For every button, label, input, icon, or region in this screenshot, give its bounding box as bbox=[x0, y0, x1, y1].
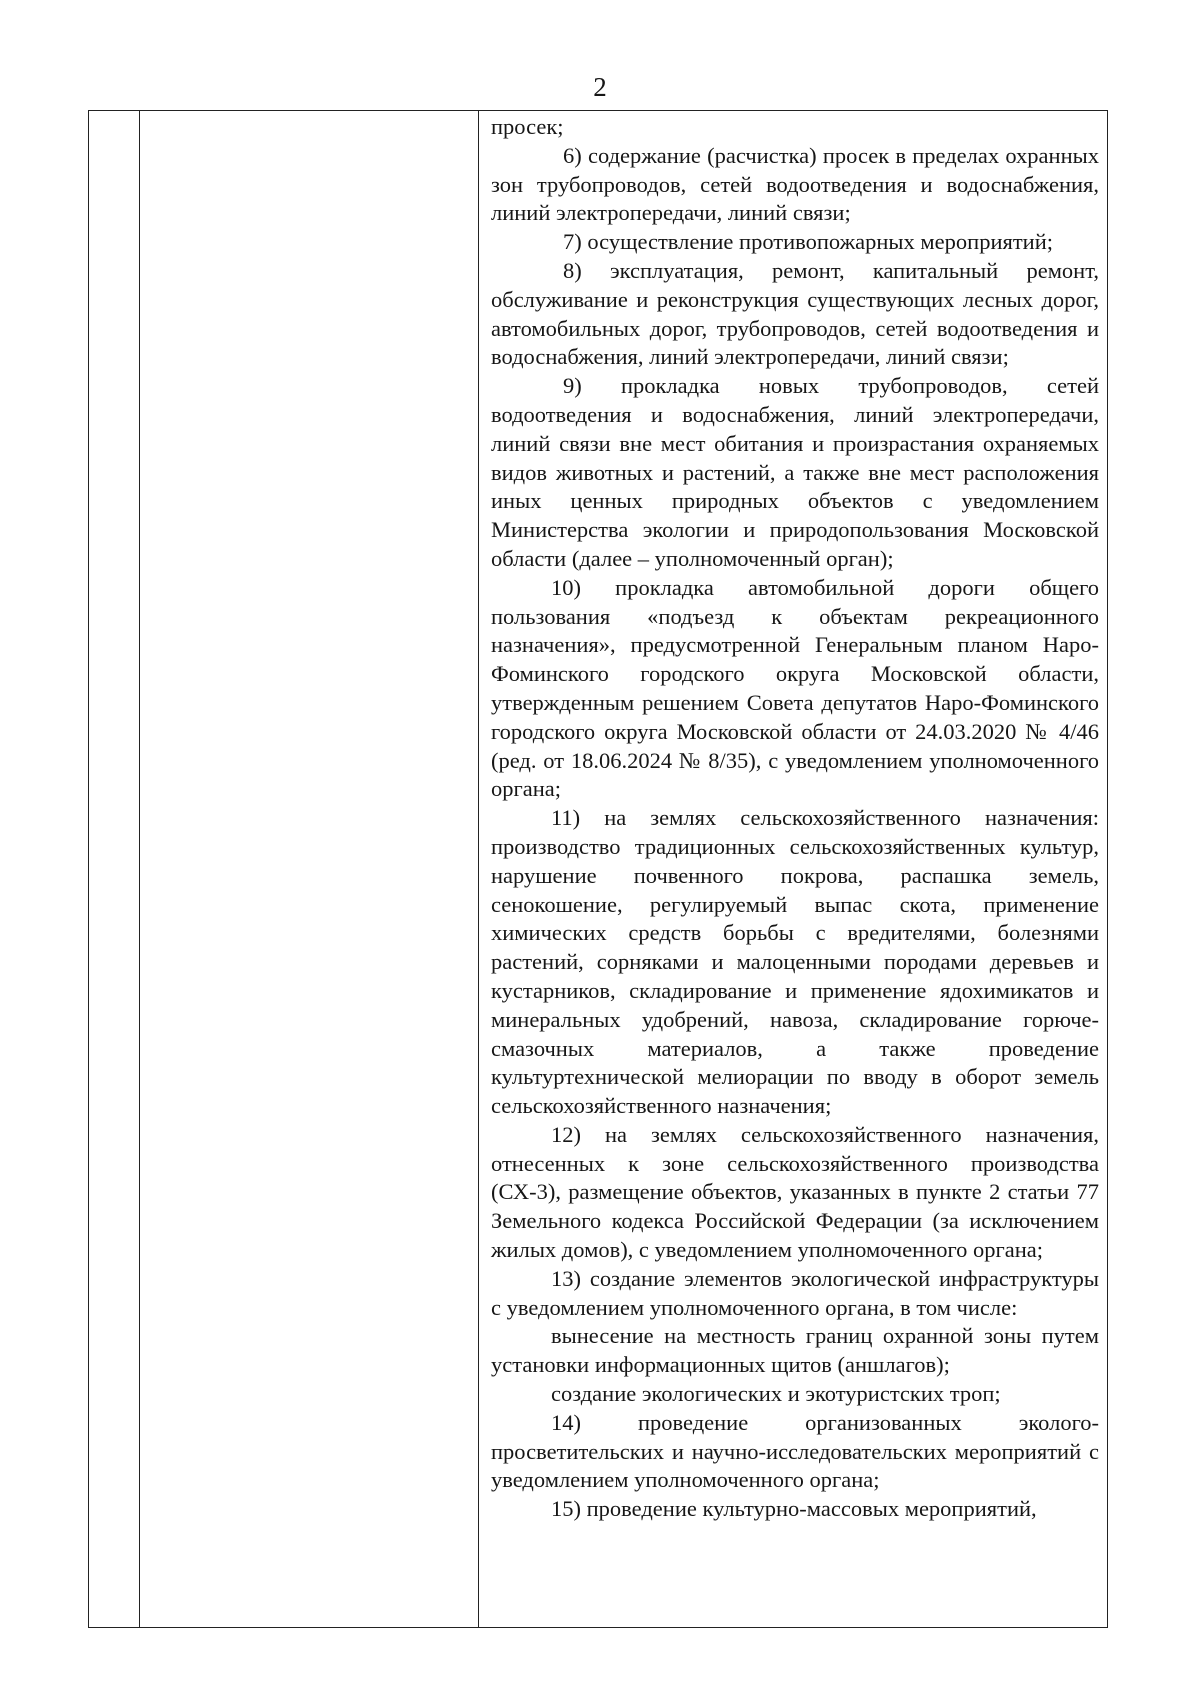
table-row bbox=[89, 111, 1108, 1628]
paragraph: просек; bbox=[491, 114, 564, 139]
paragraph: 10) прокладка автомобильной дороги общего пользования «подъезд к объектам рекреационного назначения», предусмотренной Генеральным планом Наро-Фоминского городского округа Московской области, утвержденным решением Совета депутатов Наро-Фоминского городского округа Московской области от 24.03.2020 № 4/46 (ред. от 18.06.2024 № 8/35), с уведомлением уполномоченного органа; bbox=[491, 574, 1099, 802]
paragraph: создание экологических и экотуристских троп; bbox=[551, 1381, 1001, 1407]
table-cell-text bbox=[479, 111, 1108, 1628]
paragraph: 6) содержание (расчистка) просек в пределах охранных зон трубопроводов, сетей водоотведения и водоснабжения, линий электропередачи, линий связи; bbox=[491, 142, 1099, 226]
paragraph: 12) на землях сельскохозяйственного назначения, отнесенных к зоне сельскохозяйственного производства (СХ-3), размещение объектов, указанных в пункте 2 статьи 77 Земельного кодекса Российской Федерации (за исключением жилых домов), с уведомлением уполномоченного органа; bbox=[491, 1121, 1099, 1263]
paragraph: вынесение на местность границ охранной зоны путем установки информационных щитов (аншлагов); bbox=[491, 1323, 1099, 1378]
paragraph: 14) проведение организованных эколого-просветительских и научно-исследовательских мероприятий с уведомлением уполномоченного органа; bbox=[491, 1409, 1099, 1493]
paragraph: 9) прокладка новых трубопроводов, сетей водоотведения и водоснабжения, линий электропередачи, линий связи вне мест обитания и произрастания охраняемых видов животных и растений, а также вне мест расположения иных ценных природных объектов с уведомлением Министерства экологии и природопользования Московской области (далее – уполномоченный орган); bbox=[491, 373, 1099, 571]
table-cell-number bbox=[89, 111, 140, 1628]
paragraph: 8) эксплуатация, ремонт, капитальный ремонт, обслуживание и реконструкция существующих лесных дорог, автомобильных дорог, трубопроводов, сетей водоотведения и водоснабжения, линий электропередачи, линий связи; bbox=[491, 257, 1099, 370]
paragraph: 7) осуществление противопожарных мероприятий; bbox=[563, 229, 1054, 255]
document-table bbox=[88, 110, 1108, 1628]
page-number: 2 bbox=[593, 72, 607, 102]
table-cell-title bbox=[140, 111, 479, 1628]
paragraph: 15) проведение культурно-массовых мероприятий, bbox=[551, 1496, 1037, 1522]
paragraph: 13) создание элементов экологической инфраструктуры с уведомлением уполномоченного органа, в том числе: bbox=[491, 1265, 1099, 1320]
paragraph: 11) на землях сельскохозяйственного назначения: производство традиционных сельскохозяйственных культур, нарушение почвенного покрова, распашка земель, сенокошение, регулируемый выпас скота, применение химических средств борьбы с вредителями, болезнями растений, сорняками и малоценными породами деревьев и кустарников, складирование и применение ядохимикатов и минеральных удобрений, навоза, складирование горюче-смазочных материалов, а также проведение культуртехнической мелиорации по вводу в оборот земель сельскохозяйственного назначения; bbox=[491, 805, 1099, 1119]
